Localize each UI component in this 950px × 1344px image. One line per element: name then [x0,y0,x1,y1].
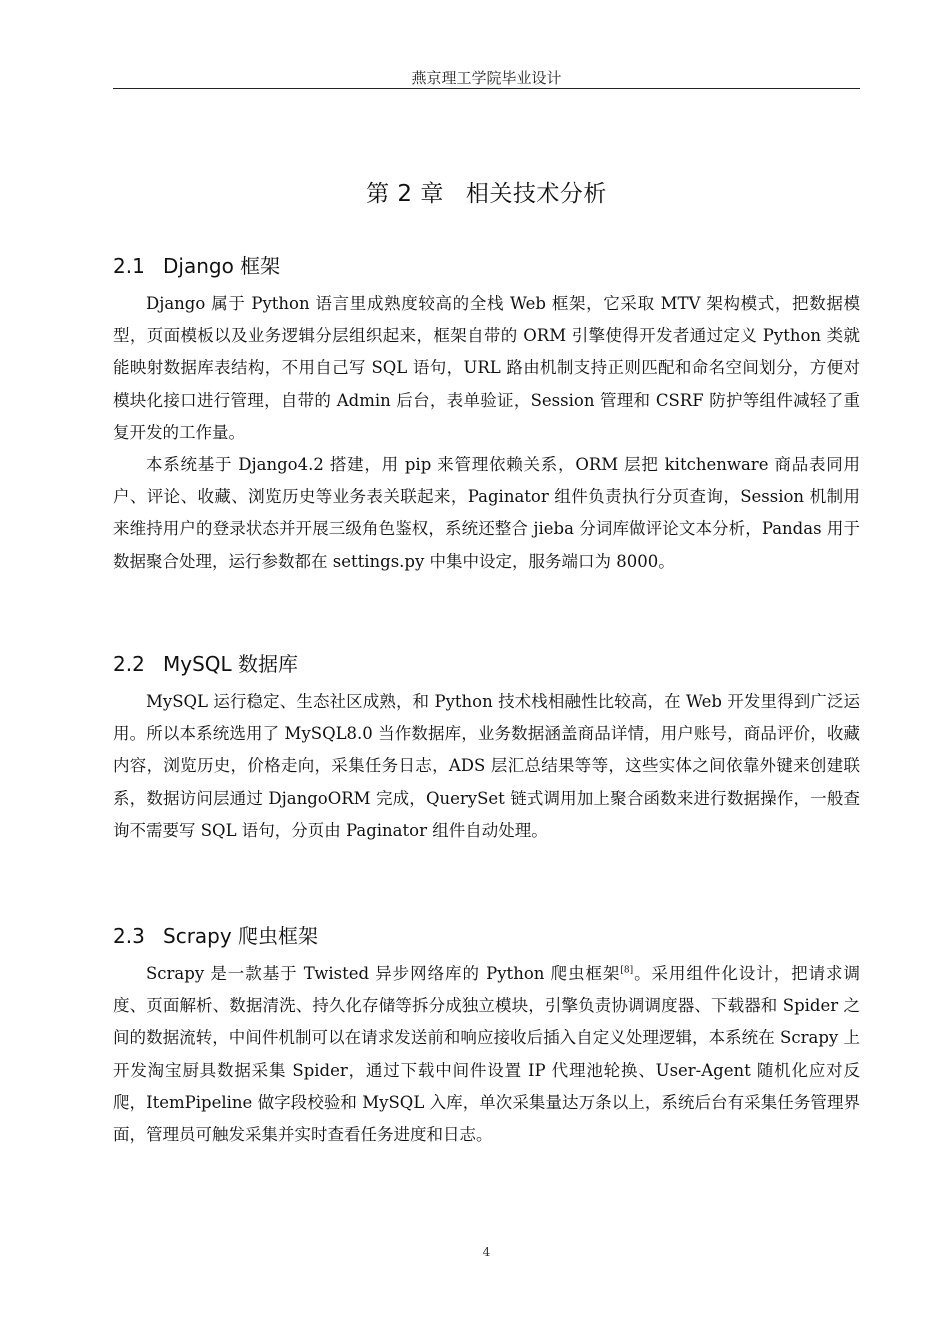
running-header: 燕京理工学院毕业设计 [411,69,562,87]
section-number: 2.3 [113,924,145,948]
section-2-3 [113,920,860,1151]
section-heading [113,920,860,952]
section-number: 2.1 [113,254,145,278]
section-number: 2.2 [113,652,145,676]
section-2-2 [113,648,860,847]
section-heading [113,250,860,282]
paragraph: 本系统基于 Django4.2 搭建，用 pip 来管理依赖关系，ORM 层把 kitchenware 商品表同用户、评论、收藏、浏览历史等业务表关联起来，Paginator 组件负责执行分页查询，Session 机制用来维持用户的登录状态并开展三级角色鉴权，系统还整合 jieba 分词库做评论文本分析，Pandas 用于数据聚合处理，运行参数都在 settings.py 中集中设定，服务端口为 8000。 [113,455,860,571]
citation-reference[interactable]: [8] [620,965,634,976]
chapter-number: 第 2 章 [366,181,444,207]
section-title: Django 框架 [163,254,281,278]
section-title: Scrapy 爬虫框架 [163,924,319,948]
paragraph-text-part: Scrapy 是一款基于 Twisted 异步网络库的 Python 爬虫框架 [146,964,621,983]
section-2-1 [113,250,860,578]
chapter-title [113,176,860,212]
paragraph: Django 属于 Python 语言里成熟度较高的全栈 Web 框架，它采取 MTV 架构模式，把数据模型，页面模板以及业务逻辑分层组织起来，框架自带的 ORM 引擎使得开发者通过定义 Python 类就能映射数据库表结构，不用自己写 SQL 语句，URL 路由机制支持正则匹配和命名空间划分，方便对模块化接口进行管理，自带的 Admin 后台，表单验证，Session 管理和 CSRF 防护等组件减轻了重复开发的工作量。 [113,294,860,442]
paragraph [113,958,860,1151]
page-number: 4 [482,1245,491,1259]
section-heading [113,648,860,680]
chapter-name: 相关技术分析 [465,181,607,207]
header-rule [113,88,860,89]
paragraph: MySQL 运行稳定、生态社区成熟，和 Python 技术栈相融性比较高，在 Web 开发里得到广泛运用。所以本系统选用了 MySQL8.0 当作数据库，业务数据涵盖商品详情，用户账号，商品评价，收藏内容，浏览历史，价格走向，采集任务日志，ADS 层汇总结果等等，这些实体之间依靠外键来创建联系，数据访问层通过 DjangoORM 完成，QuerySet 链式调用加上聚合函数来进行数据操作，一般查询不需要写 SQL 语句，分页由 Paginator 组件自动处理。 [113,692,860,840]
paragraph-text-part: 。采用组件化设计，把请求调度、页面解析、数据清洗、持久化存储等拆分成独立模块，引擎负责协调调度器、下载器和 Spider 之间的数据流转，中间件机制可以在请求发送前和响应接收后插入自定义处理逻辑，本系统在 Scrapy 上开发淘宝厨具数据采集 Spider，通过下载中间件设置 IP 代理池轮换、User-Agent 随机化应对反爬，ItemPipeline 做字段校验和 MySQL 入库，单次采集量达万条以上，系统后台有采集任务管理界面，管理员可触发采集并实时查看任务进度和日志。 [113,964,861,1145]
section-title: MySQL 数据库 [163,652,299,676]
